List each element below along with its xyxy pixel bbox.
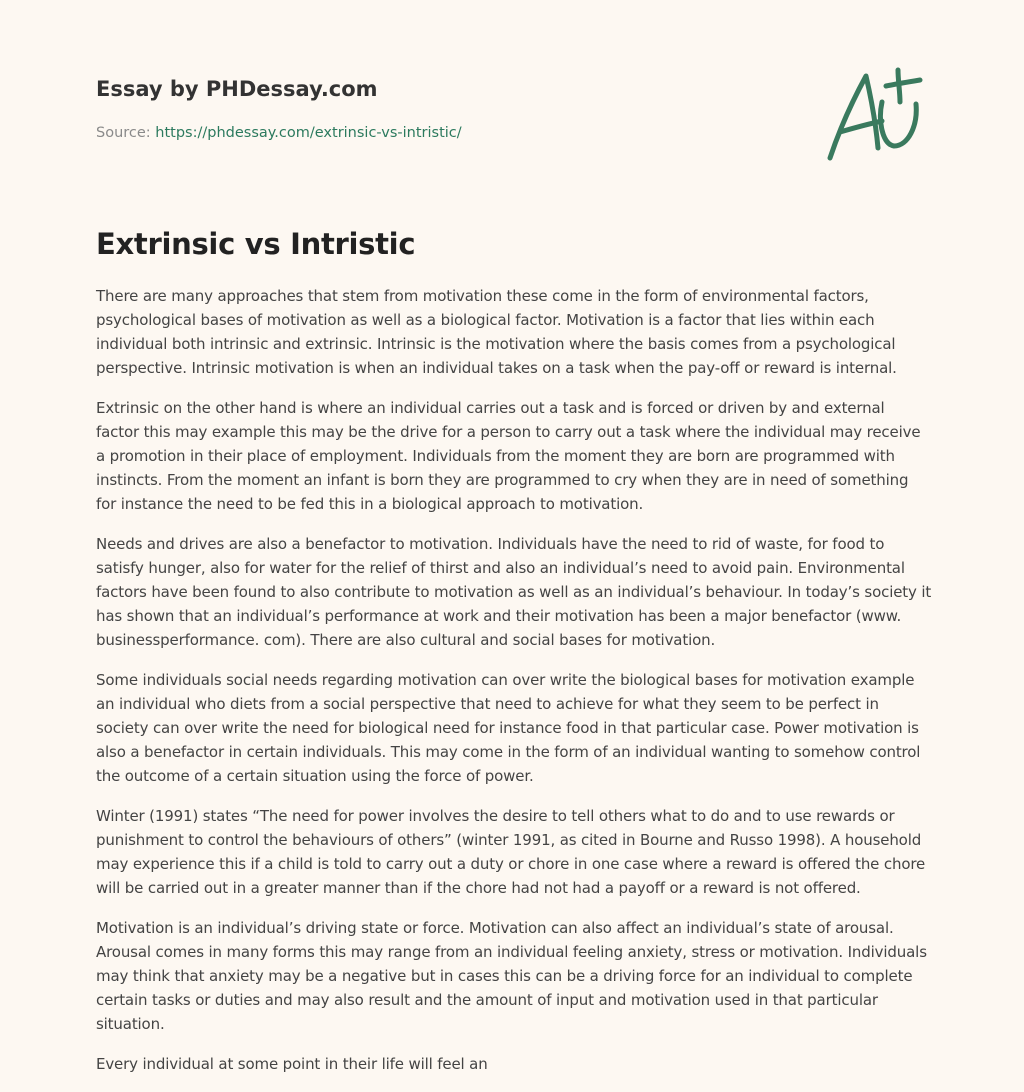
- essay-paragraph: Needs and drives are also a benefactor to motivation. Individuals have the need to rid of waste, for food to satisfy hunger, also for water for the relief of thirst and also an individual’s need to avoid pain. Environmental factors have been found to also contribute to motivation as well as an individual’s behaviour. In today’s society it has shown that an individual’s performance at work and their motivation has been a major benefactor (www. businessperformance. com). There are also cultural and social bases for motivation.: [96, 535, 932, 649]
- page-header: [96, 74, 796, 144]
- essay-paragraph: Extrinsic on the other hand is where an individual carries out a task and is forced or driven by and external factor this may example this may be the drive for a person to carry out a task where the individual may receive a promotion in their place of employment. Individuals from the moment they are born are programmed with instincts. From the moment an infant is born they are programmed to cry when they are in need of something for instance the need to be fed this in a biological approach to motivation.: [96, 399, 921, 513]
- site-title: Essay by PHDessay.com: [96, 77, 378, 101]
- essay-paragraph: There are many approaches that stem from motivation these come in the form of environmental factors, psychological bases of motivation as well as a biological factor. Motivation is a factor that lies within each individual both intrinsic and extrinsic. Intrinsic is the motivation where the basis comes from a psychological perspective. Intrinsic motivation is when an individual takes on a task when the pay-off or reward is internal.: [96, 287, 897, 377]
- essay-title: Extrinsic vs Intristic: [96, 227, 416, 261]
- essay-paragraph: Some individuals social needs regarding motivation can over write the biological bases for motivation example an individual who diets from a social perspective that need to achieve for what they seem to be perfect in society can over write the need for biological need for instance food in that particular case. Power motivation is also a benefactor in certain individuals. This may come in the form of an individual wanting to somehow control the outcome of a certain situation using the force of power.: [96, 671, 921, 785]
- source-label: Source:: [96, 125, 156, 141]
- essay-body: [96, 284, 932, 1092]
- essay-paragraph: Winter (1991) states “The need for power involves the desire to tell others what to do and to use rewards or punishment to control the behaviours of others” (winter 1991, as cited in Bourne and Russo 1998). A household may experience this if a child is told to carry out a duty or chore in one case where a reward is offered the chore will be carried out in a greater manner than if the chore had not had a payoff or a reward is not offered.: [96, 807, 926, 897]
- essay-paragraph: Every individual at some point in their life will feel an: [96, 1055, 488, 1073]
- essay-paragraph: Motivation is an individual’s driving state or force. Motivation can also affect an individual’s state of arousal. Arousal comes in many forms this may range from an individual feeling anxiety, stress or motivation. Individuals may think that anxiety may be a negative but in cases this can be a driving force for an individual to complete certain tasks or duties and may also result and the amount of input and motivation used in that particular situation.: [96, 919, 927, 1033]
- a-plus-grade-icon: [820, 66, 930, 166]
- source-line: [96, 122, 796, 144]
- source-link[interactable]: https://phdessay.com/extrinsic-vs-intristic/: [155, 125, 462, 141]
